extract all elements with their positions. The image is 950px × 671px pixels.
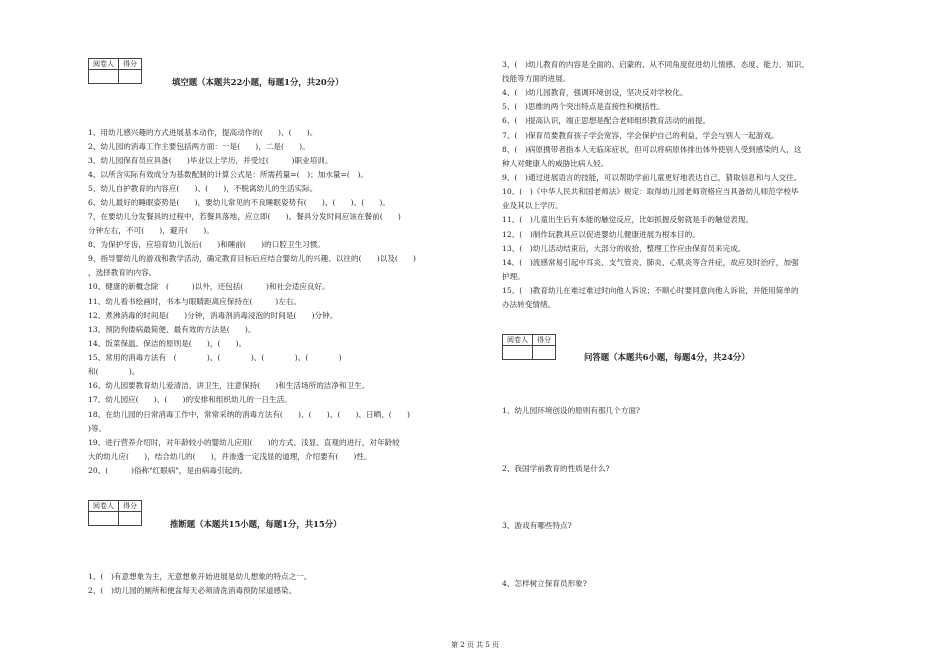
- judge-question: 6、( )提高认识，端正思想是配合老师组织教育活动的前提。: [502, 116, 711, 125]
- grader-cell[interactable]: [89, 70, 119, 84]
- qa-question: 4、怎样树立保育员形象?: [502, 579, 587, 588]
- fill-question: 分钟左右，不可( )，避开( )。: [88, 226, 214, 235]
- fill-question: 6、幼儿最好的睡眠姿势是( )，要幼儿常见的不良睡眠姿势有( )、( )、( )。: [88, 198, 390, 207]
- qa-section-title: 问答题（本题共6小题，每题4分，共24分）: [584, 352, 750, 362]
- qa-score-table: [502, 334, 556, 360]
- fill-question: 11、幼儿看书绘画时，书本与眼睛距离应保持在( )左右。: [88, 297, 302, 306]
- fill-question: ，选择教育的内容。: [88, 268, 157, 277]
- fill-question: 10、健康的新概念除 ( )以外，还包括( )和社会适应良好。: [88, 282, 330, 291]
- fill-question: 大的幼儿应( )，结合幼儿的( )，并渗透一定浅显的道理，介绍要有( )性。: [88, 452, 372, 461]
- grader-cell[interactable]: [503, 346, 533, 360]
- grader-label: 阅卷人: [89, 59, 119, 70]
- fill-question: 16、幼儿园要教育幼儿爱清洁、讲卫生，注意保持( )和生活场所的洁净和卫生。: [88, 381, 370, 390]
- judge-question: 4、( )幼儿园教育，强调环境创设，坚决反对学校化。: [502, 88, 688, 97]
- fill-question: 8、为保护牙齿，应培育幼儿饭后( )和睡前( )的口腔卫生习惯。: [88, 240, 325, 249]
- judge-question: 业及其以上学历。: [502, 201, 563, 210]
- fill-question: 13、预防佝偻病最简便、最有效的方法是( )。: [88, 325, 256, 334]
- fill-section-title: 填空题（本题共22小题，每题1分，共20分）: [172, 77, 344, 87]
- judge-question: 14、( )流感常易引起中耳炎、支气管炎、肺炎、心肌炎等合并症，故应及时治疗，加强: [502, 258, 799, 267]
- fill-question: 18、在幼儿园的日常消毒工作中，常常采纳的消毒方法有( )、( )、( )、日晒、( ): [88, 410, 410, 419]
- fill-question: 7、在要幼儿分发餐具的过程中，若餐具落地，应立即( )。餐具分发时间应该在餐前( ): [88, 212, 401, 221]
- fill-question: 14、饭菜保温、保洁的原则是( )，( )。: [88, 339, 247, 348]
- fill-score-table: [88, 58, 142, 84]
- judge-question: 种人对健康人的威胁比病人轻。: [502, 159, 609, 168]
- qa-question: 2、我国学前教育的性质是什么?: [502, 464, 610, 473]
- score-label: 得分: [533, 335, 556, 346]
- judge-question: 15、( )教育幼儿在难过难过时向他人诉说；不顺心时要同意向他人诉说，并能用简单的: [502, 286, 799, 295]
- judge-section-title: 推断题（本题共15小题，每题1分，共15分）: [170, 519, 342, 529]
- fill-question: 4、以所含实际有效成分为基数配制的计算公式是：所需药量=( )；加水量=( )。: [88, 170, 368, 179]
- fill-question: 3、幼儿园保育员应具备( )毕业以上学历，并受过( )职业培训。: [88, 156, 333, 165]
- fill-question: 9、指导婴幼儿的游戏和教学活动，确定教育目标后应结合婴幼儿的兴趣、以往的( )以及( ): [88, 254, 417, 263]
- judge-question: 办法转变情绪。: [502, 300, 556, 309]
- judge-question: 5、( )思维的两个突出特点是直接性和概括性。: [502, 102, 665, 111]
- judge-question: 2、( )幼儿园的厕所和便盆每天必须清洗消毒预防尿道感染。: [88, 586, 297, 595]
- judge-question: 11、( )儿童出生后有本能的触觉反应，比如抓握反射就是手的触觉表现。: [502, 215, 753, 224]
- judge-question: 13、( )幼儿活动结束后，大部分的收拾，整理工作应由保育员来完成。: [502, 244, 746, 253]
- score-label: 得分: [119, 501, 142, 512]
- judge-score-table: [88, 500, 142, 526]
- judge-question: 10、( )《中华人民共和国老师法》规定：取得幼儿园老师资格应当具备幼儿师范学校毕: [502, 187, 799, 196]
- judge-question: 1、( )有意想象为主，无意想象开始进展是幼儿想象的特点之一。: [88, 572, 312, 581]
- page-footer: 第 2 页 共 5 页: [450, 641, 500, 649]
- fill-question: )等。: [88, 424, 107, 433]
- judge-question: 护理。: [502, 272, 525, 281]
- fill-question: 20、( )俗称"红眼病"，是由病毒引起的。: [88, 466, 248, 475]
- qa-question: 1、幼儿园环境创设的原则有那几个方面?: [502, 406, 640, 415]
- judge-question: 9、( )通过进展语言的技能，可以帮助学前儿童更好地表达自己，猜取信息和与人交往。: [502, 173, 802, 182]
- fill-question: 17、幼儿园应( )、( )的安排和组织幼儿的一日生活。: [88, 395, 292, 404]
- qa-question: 3、游戏有哪些特点?: [502, 521, 572, 530]
- score-cell[interactable]: [119, 70, 142, 84]
- fill-question: 12、煮沸消毒的时间是( )分钟，消毒剂消毒浸泡的时间是( )分钟。: [88, 311, 338, 320]
- judge-question: 7、( )保育员要教育孩子学会宽容，学会保护自己的利益，学会与别人一起游戏。: [502, 131, 779, 140]
- judge-question: 技能等方面的进展。: [502, 74, 571, 83]
- fill-question: 5、幼儿自护教育的内容应( )、( )，不脱离幼儿的生活实际。: [88, 184, 318, 193]
- fill-question: 19、进行营养介绍时，对年龄较小的婴幼儿应用( )的方式、浅显、直观的进行，对年龄较: [88, 438, 400, 447]
- grader-label: 阅卷人: [89, 501, 119, 512]
- grader-cell[interactable]: [89, 512, 119, 526]
- fill-question: 2、幼儿园的消毒工作主要包括两方面：一是( )，二是( )。: [88, 142, 310, 151]
- grader-label: 阅卷人: [503, 335, 533, 346]
- fill-question: 1、用幼儿感兴趣的方式进展基本动作，提高动作的( )、( )。: [88, 128, 318, 137]
- judge-question: 8、( )病原携带者指本人无临床症状，但可以将病原体排出体外使别人受到感染的人，这: [502, 145, 802, 154]
- judge-question: 12、( )制作玩教具应以促进婴幼儿健康进展为根本目的。: [502, 230, 700, 239]
- score-cell[interactable]: [533, 346, 556, 360]
- fill-question: 15、常用的消毒方法有 ( )、( )、( )、( ): [88, 353, 342, 362]
- score-label: 得分: [119, 59, 142, 70]
- fill-question: 和( )。: [88, 367, 140, 376]
- score-cell[interactable]: [119, 512, 142, 526]
- judge-question: 3、( )幼儿教育的内容是全面的、启蒙的、从不同角度促进幼儿情感、态度、能力、知识、: [502, 60, 809, 69]
